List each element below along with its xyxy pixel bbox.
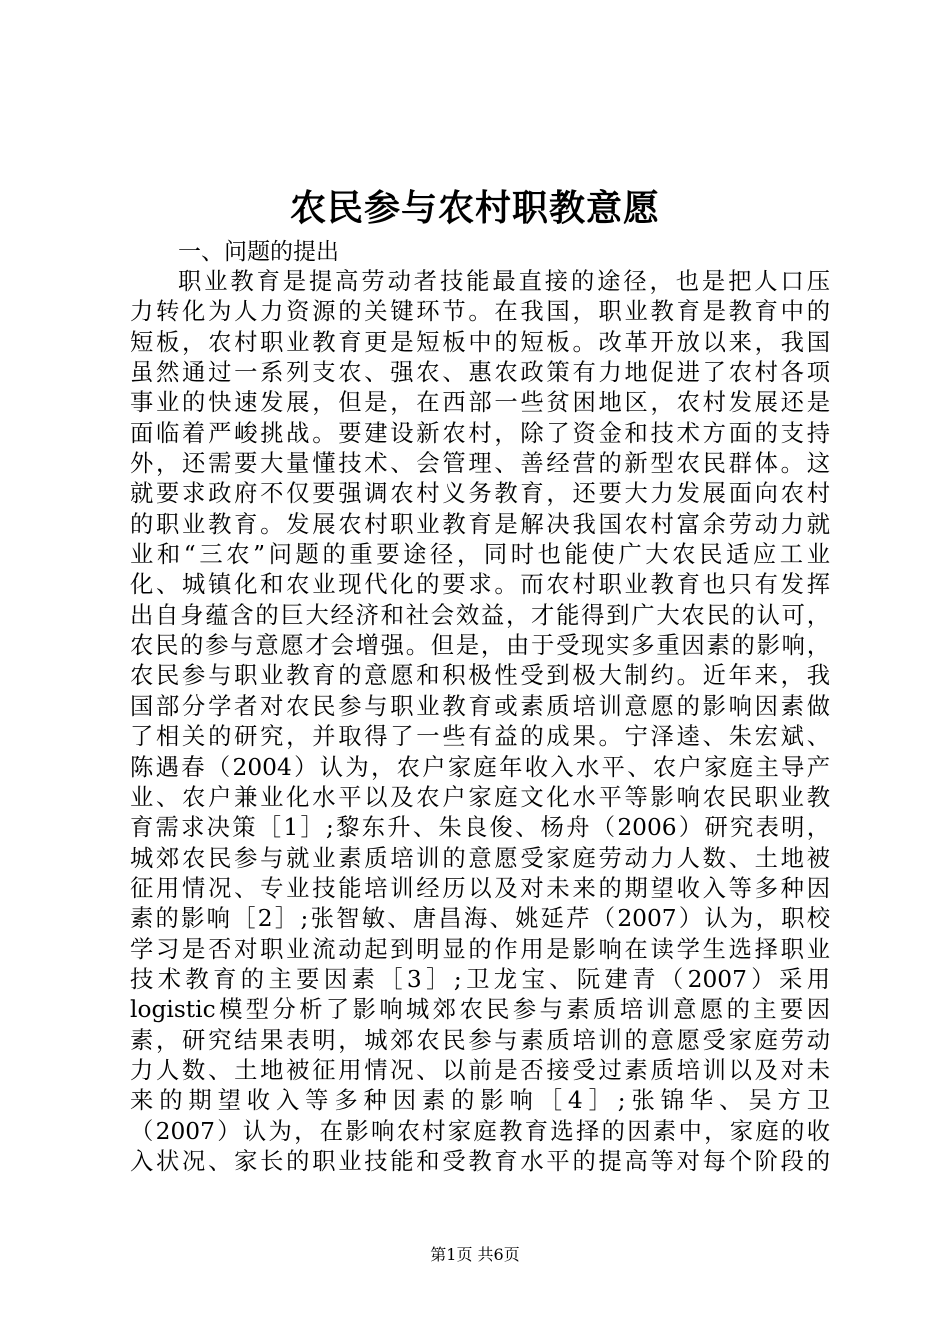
- body-line: logistic模型分析了影响城郊农民参与素质培训意愿的主要因: [130, 996, 830, 1024]
- body-text: [130, 267, 830, 1177]
- body-line: 来的期望收入等多种因素的影响［4］;张锦华、吴方卫: [130, 1087, 830, 1115]
- body-line: （2007）认为，在影响农村家庭教育选择的因素中，家庭的收: [130, 1117, 830, 1145]
- body-line: 入状况、家长的职业技能和受教育水平的提高等对每个阶段的: [130, 1147, 830, 1175]
- body-line: 出自身蕴含的巨大经济和社会效益，才能得到广大农民的认可，: [130, 601, 830, 629]
- body-line: 就要求政府不仅要强调农村义务教育，还要大力发展面向农村: [130, 480, 830, 508]
- body-line: 学习是否对职业流动起到明显的作用是影响在读学生选择职业: [130, 935, 830, 963]
- body-line: 素的影响［2］;张智敏、唐昌海、姚延芹（2007）认为，职校: [130, 905, 830, 933]
- body-line: 农民参与职业教育的意愿和积极性受到极大制约。近年来，我: [130, 662, 830, 690]
- page-number: 第1页 共6页: [430, 1245, 520, 1264]
- section-heading: 一、问题的提出: [178, 239, 339, 265]
- document-title: 农民参与农村职教意愿: [289, 187, 660, 229]
- body-line: 育需求决策［1］;黎东升、朱良俊、杨舟（2006）研究表明，: [130, 814, 830, 842]
- body-line: 业、农户兼业化水平以及农户家庭文化水平等影响农民职业教: [130, 783, 830, 811]
- body-line: 外，还需要大量懂技术、会管理、善经营的新型农民群体。这: [130, 450, 830, 478]
- body-line: 的职业教育。发展农村职业教育是解决我国农村富余劳动力就: [130, 510, 830, 538]
- body-line: 业和“三农”问题的重要途径，同时也能使广大农民适应工业: [130, 541, 830, 569]
- body-line: 短板，农村职业教育更是短板中的短板。改革开放以来，我国: [130, 328, 830, 356]
- body-line: 陈遇春（2004）认为，农户家庭年收入水平、农户家庭主导产: [130, 753, 830, 781]
- body-line: 征用情况、专业技能培训经历以及对未来的期望收入等多种因: [130, 874, 830, 902]
- body-line: 虽然通过一系列支农、强农、惠农政策有力地促进了农村各项: [130, 359, 830, 387]
- body-line: 了相关的研究，并取得了一些有益的成果。宁泽逵、朱宏斌、: [130, 723, 830, 751]
- body-line: 力转化为人力资源的关键环节。在我国，职业教育是教育中的: [130, 298, 830, 326]
- body-line: 农民的参与意愿才会增强。但是，由于受现实多重因素的影响，: [130, 632, 830, 660]
- body-line: 职业教育是提高劳动者技能最直接的途径，也是把人口压: [178, 268, 830, 295]
- body-line: 素，研究结果表明，城郊农民参与素质培训的意愿受家庭劳动: [130, 1026, 830, 1054]
- body-line: 城郊农民参与就业素质培训的意愿受家庭劳动力人数、土地被: [130, 844, 830, 872]
- body-line: 技术教育的主要因素［3］;卫龙宝、阮建青（2007）采用: [130, 965, 830, 993]
- body-line: 力人数、土地被征用情况、以前是否接受过素质培训以及对未: [130, 1056, 830, 1084]
- body-line: 事业的快速发展，但是，在西部一些贫困地区，农村发展还是: [130, 389, 830, 417]
- body-line: 化、城镇化和农业现代化的要求。而农村职业教育也只有发挥: [130, 571, 830, 599]
- body-line: 面临着严峻挑战。要建设新农村，除了资金和技术方面的支持: [130, 419, 830, 447]
- body-line: 国部分学者对农民参与职业教育或素质培训意愿的影响因素做: [130, 692, 830, 720]
